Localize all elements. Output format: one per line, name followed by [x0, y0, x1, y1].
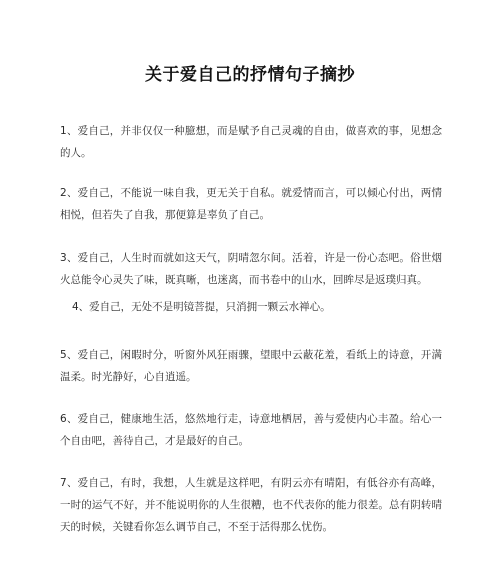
page-title: 关于爱自己的抒情句子摘抄 [145, 65, 355, 85]
paragraph-3: 3、爱自己，人生时而就如这天气，阴晴忽尔间。活着，许是一份心态吧。俗世烟火总能令心灵失了味，既真晰，也迷离，而书卷中的山水，回眸尽是返璞归真。 [60, 252, 442, 286]
paragraph-2: 2、爱自己，不能说一味自我，更无关于自私。就爱情而言，可以倾心付出，两情相悦，但若失了自我，那便算是辜负了自己。 [60, 187, 442, 221]
paragraph-1: 1、爱自己，并非仅仅一种臆想，而是赋予自己灵魂的自由，做喜欢的事，见想念的人。 [60, 125, 442, 159]
bottom-fade [0, 548, 500, 565]
paragraph-5: 5、爱自己，闲暇时分，听窗外风狂雨骤，望眼中云蔽花羞，看纸上的诗意，开满温柔。时光静好，心自逍遥。 [60, 349, 442, 383]
paragraph-7: 7、爱自己，有时，我想，人生就是这样吧，有阴云亦有晴阳，有低谷亦有高峰，一时的运气不好，并不能说明你的人生很糟，也不代表你的能力很差。总有阴转晴天的时候，关键看你怎么调节自己，不至于活得那么忧伤。 [60, 477, 442, 533]
paragraph-6: 6、爱自己，健康地生活，悠然地行走，诗意地栖居，善与爱使内心丰盈。给心一个自由吧，善待自己，才是最好的自己。 [60, 413, 442, 447]
paragraph-4: 4、爱自己，无处不是明镜菩提，只消拥一颗云水禅心。 [72, 301, 331, 313]
